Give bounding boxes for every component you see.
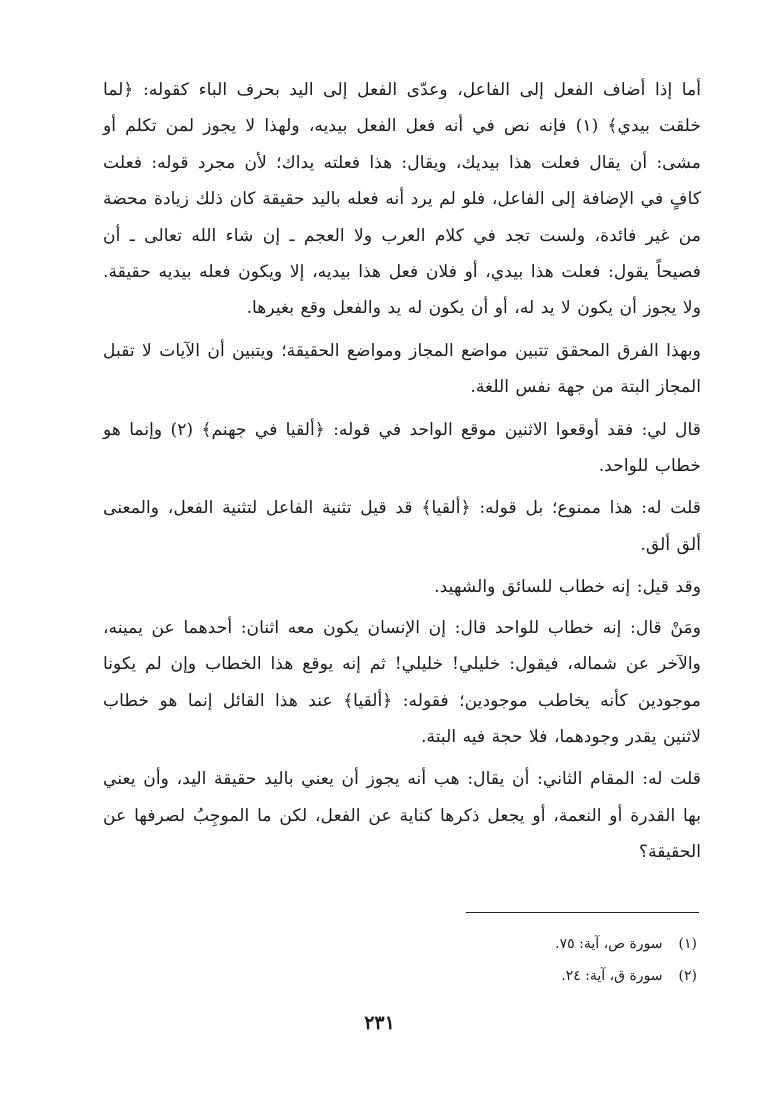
paragraph-5: وقد قيل: إنه خطاب للسائق والشهيد. bbox=[434, 577, 701, 598]
paragraph-2: وبهذا الفرق المحقق تتبين مواضع المجاز ومواضع الحقيقة؛ ويتبين أن الآيات لا تقبل المجاز البتة من جهة نفس اللغة. bbox=[103, 340, 701, 398]
paragraph-1: أما إذا أضاف الفعل إلى الفاعل، وعدّى الفعل إلى اليد بحرف الباء كقوله: ﴿لما خلقت بيدي﴾ (١) فإنه نص في أنه فعل الفعل بيديه، ولهذا لا يجوز لمن تكلم أو مشى: أن يقال فعلت هذا بيديك، ويقال: هذا فعلته يداك؛ لأن مجرد قوله: فعلت كافٍ في الإضافة إلى الفاعل، فلو لم يرد أنه فعله باليد حقيقة كان ذلك زيادة محضة من غير فائدة، ولست تجد في كلام العرب ولا العجم ـ إن شاء الله تعالى ـ أن فصيحاً يقول: فعلت هذا بيدي، أو فلان فعل هذا بيديه، إلا ويكون فعله بيديه حقيقة. ولا يجوز أن يكون لا يد له، أو أن يكون له يد والفعل وقع بغيرها. bbox=[103, 80, 701, 319]
footnote-2 bbox=[555, 960, 697, 992]
footnote-1 bbox=[555, 928, 697, 960]
footnote-divider bbox=[466, 912, 699, 913]
paragraph-4: قلت له: هذا ممنوع؛ بل قوله: ﴿ألقيا﴾ قد قيل تثنية الفاعل لتثنية الفعل، والمعنى ألق ألق. bbox=[103, 498, 701, 555]
paragraph-6: ومَنْ قال: إنه خطاب للواحد قال: إن الإنسان يكون معه اثنان: أحدهما عن يمينه، والآخر عن شماله، فيقول: خليلي! خليلي! ثم إنه يوقع هذا الخطاب وإن لم يكونا موجودين كأنه يخاطب موجودين؛ فقوله: ﴿ألقيا﴾ عند هذا القائل إنما هو خطاب لاثنين يقدر وجودهما، فلا حجة فيه البتة. bbox=[103, 617, 701, 747]
paragraph-3: قال لي: فقد أوقعوا الاثنين موقع الواحد في قوله: ﴿ألقيا في جهنم﴾ (٢) وإنما هو خطاب للواحد. bbox=[103, 419, 701, 477]
footnote-number: (١) bbox=[678, 936, 697, 952]
footnote-text: سورة ق، آية: ٢٤. bbox=[561, 968, 663, 984]
body-text bbox=[103, 72, 701, 877]
footnote-number: (٢) bbox=[678, 968, 697, 984]
page-number: ٢٣١ bbox=[364, 1012, 395, 1034]
footnotes bbox=[555, 928, 697, 992]
paragraph-7: قلت له: المقام الثاني: أن يقال: هب أنه يجوز أن يعني باليد حقيقة اليد، وأن يعني بها القدرة أو النعمة، أو يجعل ذكرها كناية عن الفعل، لكن ما الموجِبُ لصرفها عن الحقيقة؟ bbox=[103, 769, 701, 863]
footnote-text: سورة ص، آية: ٧٥. bbox=[555, 936, 663, 952]
